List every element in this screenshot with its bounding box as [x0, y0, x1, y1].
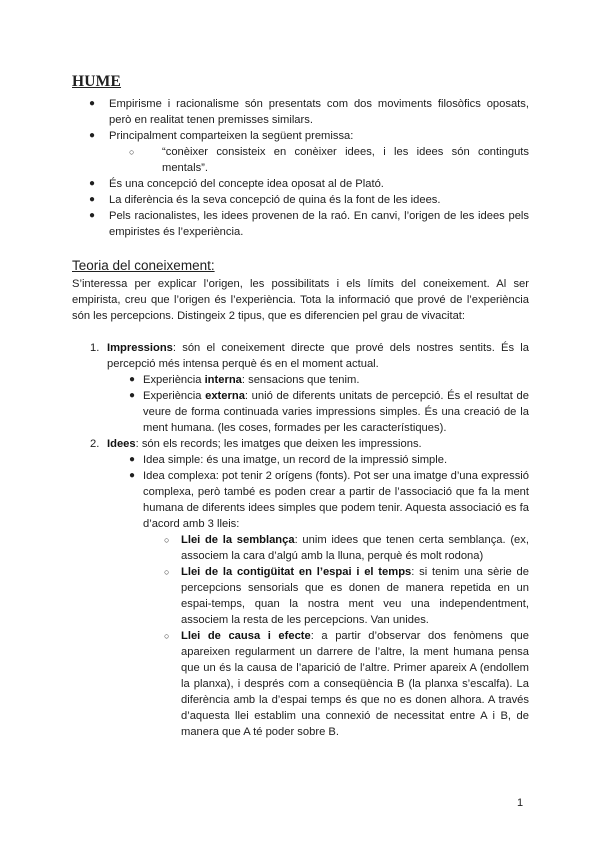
section-intro-paragraph: S’interessa per explicar l’origen, les possibilitats i els límits del coneixement. Al ser empirista, creu que l’origen és l’experiència. Tota la informació que prové de l’experiència són les percepcions. Distingeix 2 tipus, que es diferencien pel grau de vivacitat:	[72, 278, 529, 322]
item-text: : sensacions que tenim.	[241, 374, 360, 386]
bullet-marker: ●	[89, 130, 96, 141]
list-item	[72, 176, 529, 192]
sub-list-item-llei-causa-efecte	[72, 628, 529, 740]
item-text: Idea complexa: pot tenir 2 orígens (fonts). Pot ser una imatge d’una expressió complexa, però també es poden crear a partir de l’associació que fa la ment humana de diferents idees simples que podem tenir. Aquesta associació es fa d’acord amb 3 lleis:	[143, 470, 529, 530]
item-text: : si tenim una sèrie de percepcions sensorials que es donen de manera repetida en un espai-temps, quan la nostra ment veu una independentment, associem la resta de les percepcions. Van unides.	[181, 566, 529, 626]
bullet-marker: ●	[89, 210, 96, 221]
bullet-marker: ●	[129, 470, 136, 481]
term-definition: : són el coneixement directe que prové dels nostres sentits. És la percepció més intensa perquè és en el moment actual.	[107, 342, 529, 370]
numbered-list	[72, 340, 529, 740]
term-label: interna	[204, 374, 242, 386]
item-number: 2.	[90, 438, 100, 450]
term-label: Idees	[107, 438, 136, 450]
page-number: 1	[517, 797, 524, 809]
list-item-text: Pels racionalistes, les idees provenen de la raó. En canvi, l’origen de les idees pels empiristes és l’experiència.	[109, 210, 529, 238]
list-item	[72, 96, 529, 128]
bullet-marker: ●	[129, 390, 136, 401]
circle-marker: ○	[164, 535, 170, 545]
bullet-marker: ●	[89, 194, 96, 205]
list-item	[72, 388, 529, 436]
list-item	[72, 128, 529, 144]
term-label: Llei de la contigüitat en l’espai i el temps	[181, 566, 412, 578]
page-title: HUME	[72, 73, 122, 90]
list-item-text: La diferència és la seva concepció de quina és la font de les idees.	[109, 194, 441, 206]
item-text: : unió de diferents unitats de percepció. És el resultat de veure de forma continuada varies impressions simples. És una creació de la ment humana. (les coses, formades per les característiques).	[143, 390, 529, 434]
list-item-text: És una concepció del concepte idea oposat al de Plató.	[109, 178, 384, 190]
item-text: : a partir d’observar dos fenòmens que apareixen regularment un darrere de l’altre, la ment humana pensa que un és la causa de l’aparició de l’altre. Primer apareix A (endollem la planxa), i després com a conseqüència B (la planxa s’escalfa). La diferència amb la d’espai temps és que no es donen alhora. A través d’aquesta llei establim una connexió de necessitat entre A i B, de manera que A té poder sobre B.	[181, 630, 529, 738]
circle-marker: ○	[164, 631, 170, 641]
item-text: Idea simple: és una imatge, un record de la impressió simple.	[143, 454, 448, 466]
term-label: Impressions	[107, 342, 173, 354]
bullet-marker: ●	[129, 374, 136, 385]
item-text: Experiència	[143, 374, 205, 386]
list-item-text: Principalment comparteixen la següent premissa:	[109, 130, 354, 142]
item-text: Experiència	[143, 390, 206, 402]
circle-marker: ○	[164, 567, 170, 577]
term-label: Llei de la semblança	[181, 534, 295, 546]
item-number: 1.	[90, 342, 100, 354]
bullet-marker: ●	[89, 178, 96, 189]
sub-list-item-llei-semblanca	[72, 532, 529, 564]
term-label: externa	[205, 390, 245, 402]
numbered-item-idees	[72, 436, 529, 452]
sub-list-item-llei-contiguitat	[72, 564, 529, 628]
circle-marker: ○	[129, 147, 135, 157]
list-item-text: Empirisme i racionalisme són presentats com dos moviments filosòfics oposats, però en realitat tenen premisses similars.	[109, 98, 529, 126]
list-item	[72, 452, 529, 468]
term-label: Llei de causa i efecte	[181, 630, 311, 642]
numbered-item-impressions	[72, 340, 529, 372]
item-text: : unim idees que tenen certa semblança. (ex, associem la cara d’algú amb la lluna, perquè és molt rodona)	[181, 534, 529, 562]
list-item	[72, 208, 529, 240]
list-item	[72, 372, 529, 388]
term-definition: : són els records; les imatges que deixen les impressions.	[135, 438, 422, 450]
sub-list-item	[72, 144, 529, 176]
list-item	[72, 468, 529, 532]
intro-bullet-list	[72, 96, 529, 240]
section-heading: Teoria del coneixement:	[72, 258, 215, 273]
list-item-text: “conèixer consisteix en conèixer idees, i les idees són continguts mentals”.	[162, 146, 529, 174]
list-item	[72, 192, 529, 208]
bullet-marker: ●	[129, 454, 136, 465]
bullet-marker: ●	[89, 98, 96, 109]
